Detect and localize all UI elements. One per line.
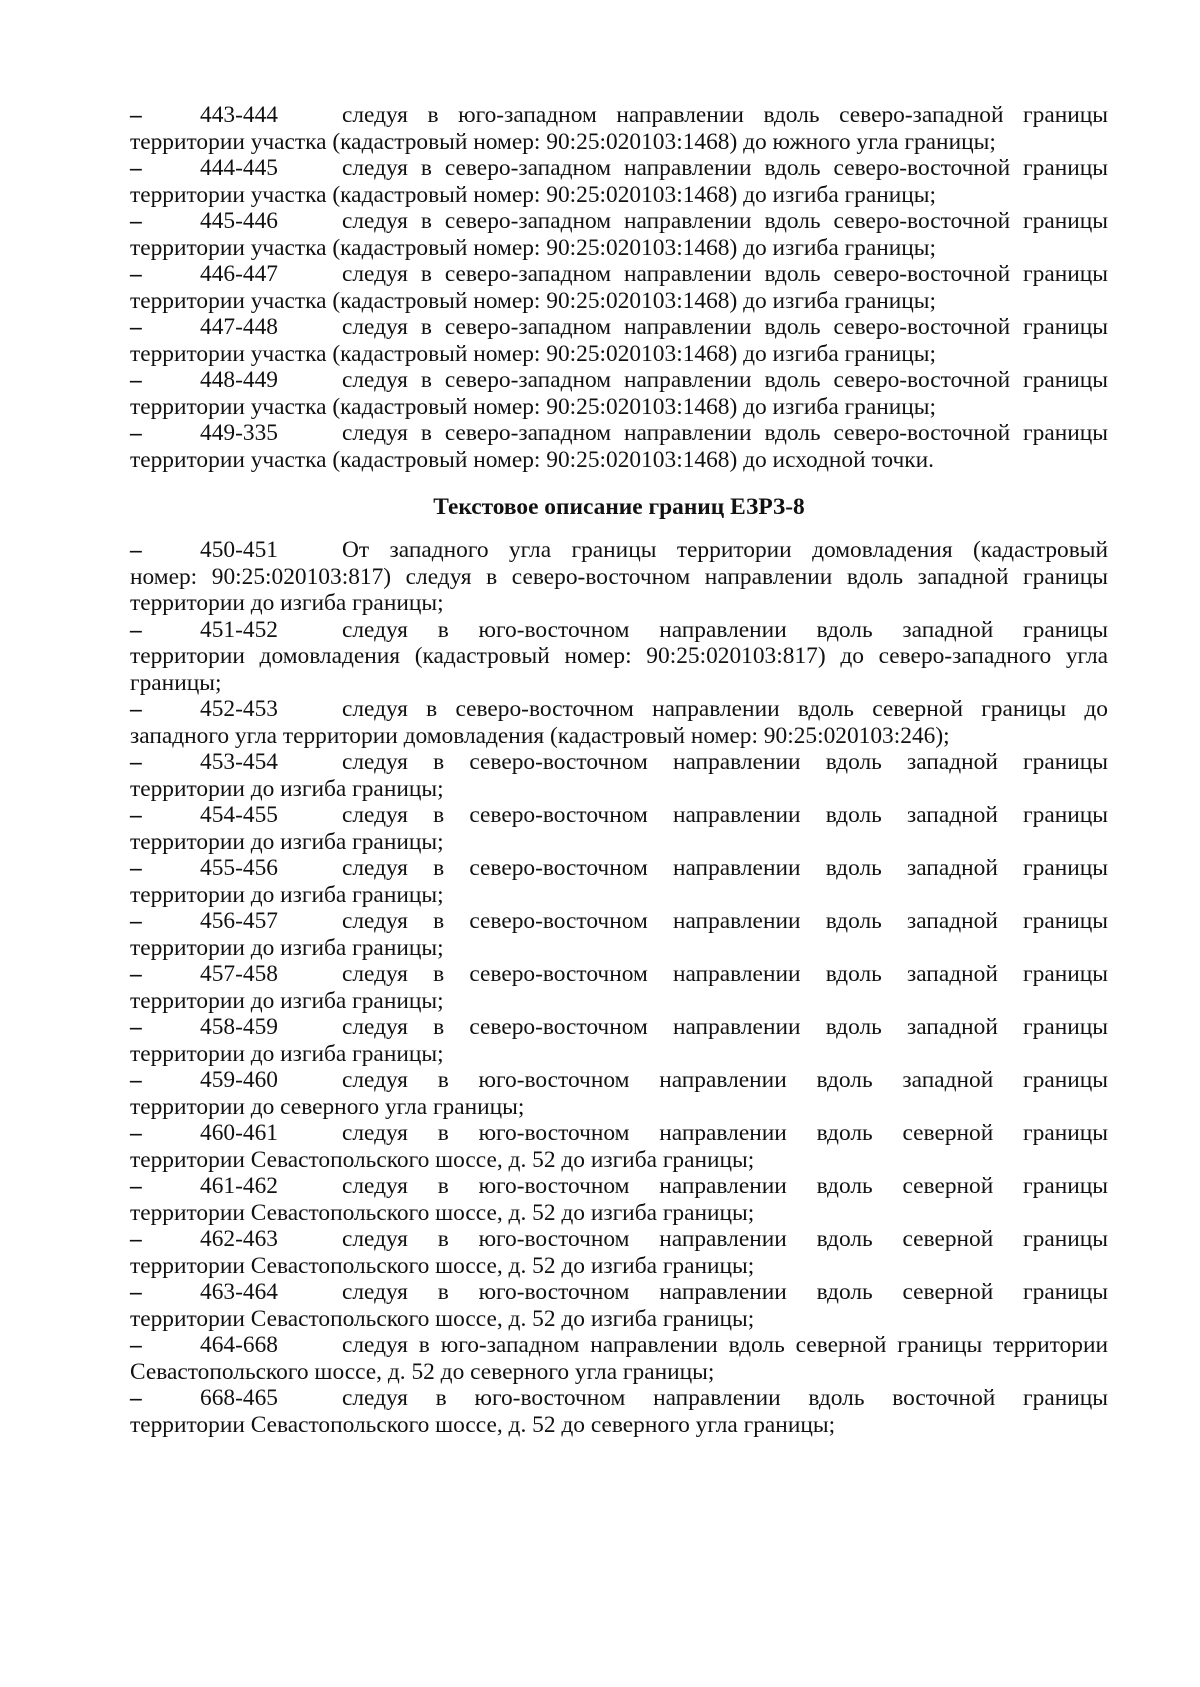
entry-continuation: территории Севастопольского шоссе, д. 52 до изгиба границы; xyxy=(130,1146,755,1173)
entry-first-line xyxy=(130,100,1108,130)
entry-text: следуя в северо-западном направлении вдоль северо-восточной границы xyxy=(342,420,1108,446)
entry-text: следуя в северо-восточном направлении вдоль западной границы xyxy=(342,855,1108,881)
entry-text: следуя в северо-восточном направлении вдоль западной границы xyxy=(342,802,1108,828)
entry-number: 459-460 xyxy=(200,1067,278,1093)
entry-continuation: территории до изгиба границы; xyxy=(130,775,444,802)
entry-first-line xyxy=(130,959,1108,989)
entry-text: следуя в юго-восточном направлении вдоль северной границы xyxy=(342,1279,1108,1305)
entry-text: следуя в северо-восточном направлении вдоль северной границы до xyxy=(342,696,1108,722)
entry-number: 455-456 xyxy=(200,855,278,881)
entry-first-line xyxy=(130,418,1108,448)
entry-first-line xyxy=(130,694,1108,724)
entry-text: следуя в юго-западном направлении вдоль северной границы территории xyxy=(342,1332,1108,1358)
entry-dash: – xyxy=(130,102,142,128)
entry-first-line xyxy=(130,747,1108,777)
entry-first-line xyxy=(130,1118,1108,1148)
entry-text: следуя в юго-восточном направлении вдоль северной границы xyxy=(342,1226,1108,1252)
entry-number: 668-465 xyxy=(200,1385,278,1411)
entry-continuation: территории участка (кадастровый номер: 90:25:020103:1468) до южного угла границы; xyxy=(130,128,996,155)
entry-first-line xyxy=(130,1277,1108,1307)
entry-dash: – xyxy=(130,696,142,722)
entry-number: 450-451 xyxy=(200,537,278,563)
entry-number: 446-447 xyxy=(200,261,278,287)
entry-continuation: территории до изгиба границы; xyxy=(130,590,444,616)
entry-continuation: территории до изгиба границы; xyxy=(130,1040,444,1067)
entry-number: 460-461 xyxy=(200,1120,278,1146)
entry-first-line xyxy=(130,1012,1108,1042)
entry-text: следуя в северо-восточном направлении вдоль западной границы xyxy=(342,908,1108,934)
entry-continuation: западного угла территории домовладения (кадастровый номер: 90:25:020103:246); xyxy=(130,722,950,749)
entry-number: 452-453 xyxy=(200,696,278,722)
entry-continuation: территории до изгиба границы; xyxy=(130,881,444,908)
entry-number: 451-452 xyxy=(200,616,278,643)
entry-continuation: территории участка (кадастровый номер: 90:25:020103:1468) до изгиба границы; xyxy=(130,393,936,420)
entry-first-line xyxy=(130,615,1108,645)
entry-dash: – xyxy=(130,367,142,393)
entry-continuation: территории Севастопольского шоссе, д. 52 до изгиба границы; xyxy=(130,1199,755,1226)
entry-text: следуя в северо-восточном направлении вдоль западной границы xyxy=(342,1014,1108,1040)
entry-continuation: территории участка (кадастровый номер: 90:25:020103:1468) до изгиба границы; xyxy=(130,234,936,261)
entry-number: 449-335 xyxy=(200,420,278,446)
entry-first-line xyxy=(130,1224,1108,1254)
entry-number: 454-455 xyxy=(200,802,278,828)
entry-dash: – xyxy=(130,155,142,181)
entry-text: следуя в юго-восточном направлении вдоль западной границы xyxy=(342,616,1108,643)
entry-text: следуя в северо-западном направлении вдоль северо-восточной границы xyxy=(342,155,1108,181)
entry-text: следуя в юго-восточном направлении вдоль северной границы xyxy=(342,1120,1108,1146)
entry-text: следуя в северо-западном направлении вдоль северо-восточной границы xyxy=(342,261,1108,287)
entry-dash: – xyxy=(130,1385,142,1411)
entry-dash: – xyxy=(130,908,142,934)
entry-number: 464-668 xyxy=(200,1332,278,1358)
entry-number: 448-449 xyxy=(200,367,278,393)
entry-continuation: территории домовладения (кадастровый номер: 90:25:020103:817) до северо-западного угла xyxy=(130,643,1108,669)
entry-continuation: территории участка (кадастровый номер: 90:25:020103:1468) до изгиба границы; xyxy=(130,287,936,314)
entry-number: 458-459 xyxy=(200,1014,278,1040)
entry-continuation: территории до изгиба границы; xyxy=(130,828,444,855)
entry-text: следуя в северо-западном направлении вдоль северо-восточной границы xyxy=(342,208,1108,234)
entry-first-line xyxy=(130,206,1108,236)
entry-first-line xyxy=(130,1065,1108,1095)
entry-number: 444-445 xyxy=(200,155,278,181)
entry-dash: – xyxy=(130,961,142,987)
entry-text: следуя в северо-восточном направлении вдоль западной границы xyxy=(342,961,1108,987)
entry-dash: – xyxy=(130,1014,142,1040)
entry-number: 447-448 xyxy=(200,314,278,340)
entry-first-line xyxy=(130,800,1108,830)
entry-number: 461-462 xyxy=(200,1173,278,1199)
entry-text: следуя в северо-западном направлении вдоль северо-восточной границы xyxy=(342,314,1108,340)
entry-number: 463-464 xyxy=(200,1279,278,1305)
entry-dash: – xyxy=(130,314,142,340)
entry-first-line xyxy=(130,853,1108,883)
entry-dash: – xyxy=(130,802,142,828)
entry-continuation: территории участка (кадастровый номер: 90:25:020103:1468) до исходной точки. xyxy=(130,446,934,473)
entry-first-line xyxy=(130,312,1108,342)
entry-text: следуя в юго-западном направлении вдоль северо-западной границы xyxy=(342,102,1108,128)
entry-dash: – xyxy=(130,855,142,881)
entry-number: 456-457 xyxy=(200,908,278,934)
entry-first-line xyxy=(130,1171,1108,1201)
entry-number: 457-458 xyxy=(200,961,278,987)
entry-dash: – xyxy=(130,616,142,643)
entry-first-line xyxy=(130,153,1108,183)
entry-dash: – xyxy=(130,537,142,563)
entry-continuation: территории до изгиба границы; xyxy=(130,934,444,961)
entry-first-line xyxy=(130,535,1108,565)
entry-text: следуя в северо-западном направлении вдоль северо-восточной границы xyxy=(342,367,1108,393)
entry-number: 445-446 xyxy=(200,208,278,234)
entry-number: 462-463 xyxy=(200,1226,278,1252)
entry-dash: – xyxy=(130,1067,142,1093)
entry-first-line xyxy=(130,906,1108,936)
entry-text: следуя в юго-восточном направлении вдоль восточной границы xyxy=(342,1385,1108,1411)
entry-text: следуя в северо-восточном направлении вдоль западной границы xyxy=(342,749,1108,775)
entry-number: 443-444 xyxy=(200,102,278,128)
entry-continuation: территории до изгиба границы; xyxy=(130,987,444,1014)
entry-dash: – xyxy=(130,1173,142,1199)
entry-continuation: территории Севастопольского шоссе, д. 52 до изгиба границы; xyxy=(130,1252,755,1279)
entry-continuation: границы; xyxy=(130,669,222,696)
entry-continuation: территории Севастопольского шоссе, д. 52 до северного угла границы; xyxy=(130,1411,836,1438)
entry-dash: – xyxy=(130,1226,142,1252)
entry-first-line xyxy=(130,259,1108,289)
entry-text: следуя в юго-восточном направлении вдоль западной границы xyxy=(342,1067,1108,1093)
entry-continuation: территории до северного угла границы; xyxy=(130,1093,525,1120)
entry-dash: – xyxy=(130,261,142,287)
entry-dash: – xyxy=(130,208,142,234)
entry-continuation: территории участка (кадастровый номер: 90:25:020103:1468) до изгиба границы; xyxy=(130,181,936,208)
entry-dash: – xyxy=(130,1279,142,1305)
entry-first-line xyxy=(130,1383,1108,1413)
entry-dash: – xyxy=(130,749,142,775)
entry-first-line xyxy=(130,365,1108,395)
entry-first-line xyxy=(130,1330,1108,1360)
entry-number: 453-454 xyxy=(200,749,278,775)
entry-text: От западного угла границы территории домовладения (кадастровый xyxy=(342,537,1108,563)
entry-continuation: номер: 90:25:020103:817) следуя в северо-восточном направлении вдоль западной границы xyxy=(130,563,1108,590)
entry-continuation: территории участка (кадастровый номер: 90:25:020103:1468) до изгиба границы; xyxy=(130,340,936,367)
entry-continuation: территории Севастопольского шоссе, д. 52 до изгиба границы; xyxy=(130,1305,755,1332)
entry-dash: – xyxy=(130,1120,142,1146)
entry-dash: – xyxy=(130,1332,142,1358)
entry-continuation: Севастопольского шоссе, д. 52 до северного угла границы; xyxy=(130,1358,715,1385)
entry-text: следуя в юго-восточном направлении вдоль северной границы xyxy=(342,1173,1108,1199)
entry-dash: – xyxy=(130,420,142,446)
section-heading: Текстовое описание границ ЕЗРЗ-8 xyxy=(433,494,805,520)
